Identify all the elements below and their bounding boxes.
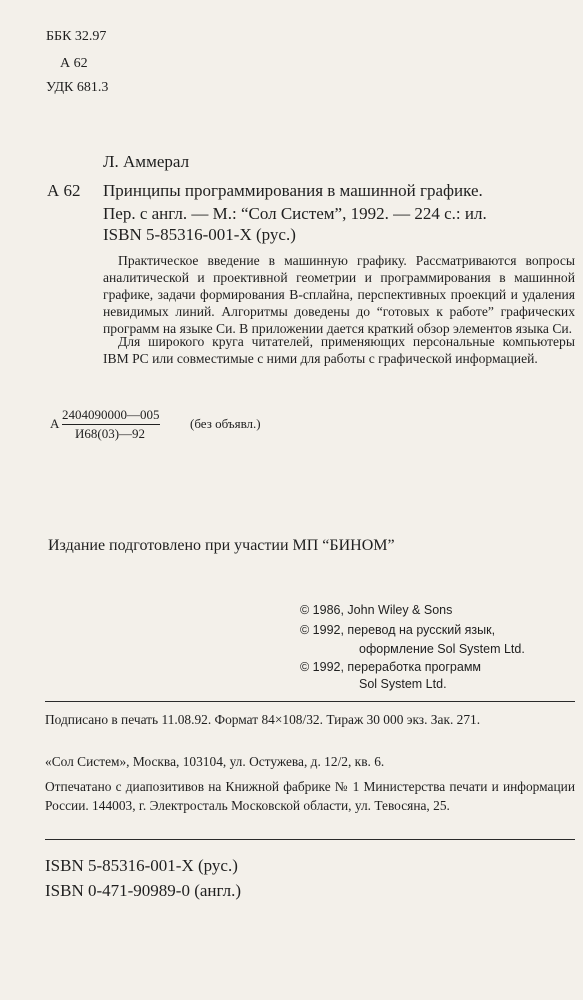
prepared-note: Издание подготовлено при участии МП “БИНОМ” bbox=[48, 537, 395, 554]
bbk-code: ББК 32.97 bbox=[46, 29, 107, 44]
book-isbn-line: ISBN 5-85316-001-X (рус.) bbox=[103, 225, 296, 244]
book-code: А 62 bbox=[47, 181, 81, 200]
book-publication-info: Пер. с англ. — М.: “Сол Систем”, 1992. — 224 с.: ил. bbox=[103, 204, 487, 223]
book-author: Л. Аммерал bbox=[103, 152, 190, 171]
isbn-english: ISBN 0-471-90989-0 (англ.) bbox=[45, 881, 242, 900]
index-denominator: И68(03)—92 bbox=[75, 426, 146, 441]
author-sign-code: А 62 bbox=[60, 56, 88, 71]
index-numerator: 2404090000—005 bbox=[62, 407, 160, 425]
divider-bottom bbox=[45, 839, 575, 840]
index-letter: А bbox=[50, 416, 60, 431]
isbn-russian: ISBN 5-85316-001-X (рус.) bbox=[45, 856, 238, 875]
annotation-paragraph-1: Практическое введение в машинную графику. Рассматриваются вопросы аналитической и проективной геометрии и программирования в машинной графике, задачи формирования В-сплайна, перспективных проекций и удаления невидимых линий. Алгоритмы доведены до “готовых к работе” графических программ на языке Си. В приложении дается краткий обзор элементов языка Си. bbox=[103, 253, 575, 336]
copyright-line-2: © 1992, перевод на русский язык, bbox=[300, 623, 496, 637]
copyright-line-2-cont: оформление Sol System Ltd. bbox=[359, 642, 525, 656]
copyright-line-3-cont: Sol System Ltd. bbox=[359, 677, 447, 691]
imprint-publisher: «Сол Систем», Москва, 103104, ул. Остужева, д. 12/2, кв. 6. bbox=[45, 754, 385, 769]
imprint-printed: Отпечатано с диапозитивов на Книжной фабрике № 1 Министерства печати и информации России. 144003, г. Электросталь Московской области, ул. Тевосяна, 25. bbox=[45, 779, 575, 813]
book-title: Принципы программирования в машинной графике. bbox=[103, 181, 483, 200]
imprint-signed: Подписано в печать 11.08.92. Формат 84×108/32. Тираж 30 000 экз. Зак. 271. bbox=[45, 712, 481, 727]
copyright-line-1: © 1986, John Wiley & Sons bbox=[300, 603, 453, 617]
copyright-line-3: © 1992, переработка программ bbox=[300, 660, 482, 674]
udk-code: УДК 681.3 bbox=[46, 80, 109, 95]
annotation-paragraph-2: Для широкого круга читателей, применяющих персональные компьютеры IBM PC или совместимые с ними для работы с графической информацией. bbox=[103, 334, 575, 366]
index-note: (без объявл.) bbox=[190, 416, 261, 431]
divider-top bbox=[45, 701, 575, 702]
